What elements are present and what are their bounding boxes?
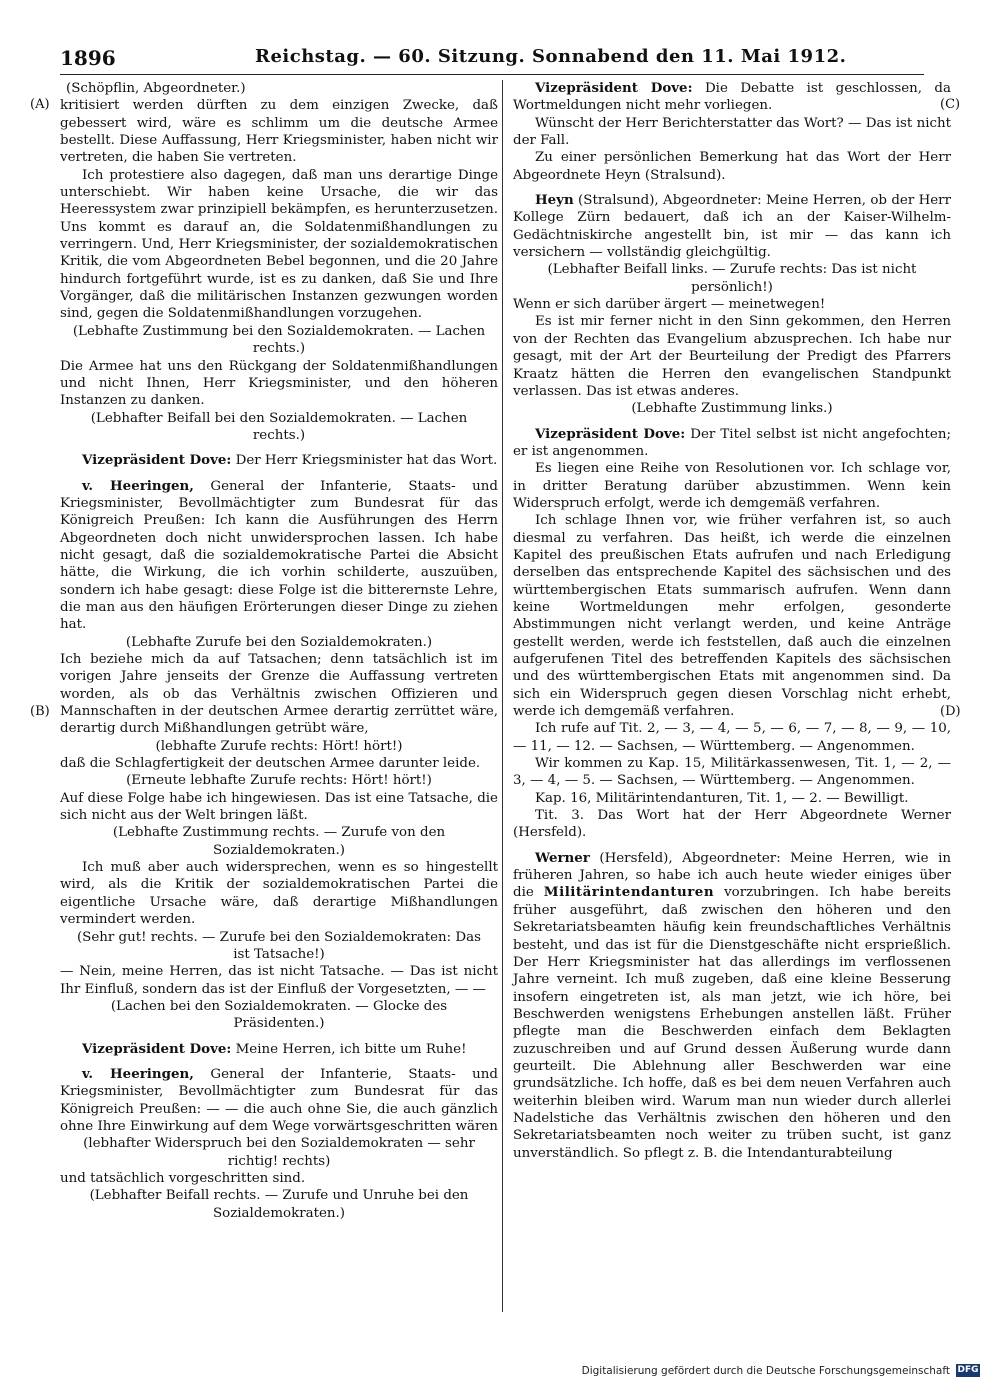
speech-text: Der Titel selbst ist nicht angefochten; er ist angenommen. bbox=[513, 426, 951, 459]
paragraph: Ich beziehe mich da auf Tatsachen; denn tatsächlich ist im vorigen Jahre jenseits der Grenze die Auffassung vertreten worden, als ob das Verhältnis zwischen Offizieren und Mannschaften in der deutschen Armee derartig zerrüttet wäre, derartig durch Mißhandlungen getrübt wäre, bbox=[60, 652, 498, 737]
speech-text: Die Debatte ist geschlossen, da Wortmeldungen nicht mehr vorliegen. bbox=[513, 81, 951, 114]
paragraph: daß die Schlagfertigkeit der deutschen Armee darunter leide. bbox=[60, 756, 481, 772]
speaker-name: Vizepräsident Dove: bbox=[535, 425, 686, 442]
interjection: (Erneute lebhafte Zurufe rechts: Hört! hört!) bbox=[126, 773, 432, 789]
speech-text: (Stralsund), Abgeordneter: Meine Herren, ob der Herr Kollege Zürn bedauert, daß ich an der Kaiser-Wilhelm-Gedächtniskirche angestellt bin, ist mir — das kann ich versichern — vollständig gleichgültig. bbox=[513, 193, 951, 261]
interjection: (Lebhafte Zustimmung bei den Sozialdemokraten. — Lachen rechts.) bbox=[72, 323, 486, 357]
right-column bbox=[513, 80, 951, 1162]
paragraph: und tatsächlich vorgeschritten sind. bbox=[60, 1170, 306, 1186]
interjection: (Sehr gut! rechts. — Zurufe bei den Sozialdemokraten: Das ist Tatsache!) bbox=[76, 929, 482, 962]
paragraph: Es liegen eine Reihe von Resolutionen vor. Ich schlage vor, in dritter Beratung darüber abzustimmen. Wenn kein Widerspruch erfolgt, werde ich demgemäß verfahren. bbox=[513, 461, 951, 511]
speech-paragraph bbox=[513, 850, 951, 1162]
interjection: (lebhafte Zurufe rechts: Hört! hört!) bbox=[155, 738, 403, 754]
speech-paragraph bbox=[60, 1041, 498, 1058]
emphasized-term: Militärintendanturen bbox=[543, 884, 715, 901]
interjection: (Lebhafter Beifall links. — Zurufe rechts: Das ist nicht persönlich!) bbox=[547, 262, 917, 295]
footer-credit bbox=[582, 1364, 980, 1377]
paragraph: Wir kommen zu Kap. 15, Militärkassenwesen, Tit. 1, — 2, — 3, — 4, — 5. — Sachsen, — Württemberg. — Angenommen. bbox=[513, 756, 951, 789]
paragraph: — Nein, meine Herren, das ist nicht Tatsache. — Das ist nicht Ihr Einfluß, sondern das ist der Einfluß der Vorgesetzten, — — bbox=[60, 964, 498, 997]
speech-paragraph bbox=[60, 478, 498, 634]
speech-text: Meine Herren, ich bitte um Ruhe! bbox=[231, 1041, 467, 1057]
speaker-name: Heyn bbox=[535, 192, 574, 209]
interjection: (Lebhafter Beifall rechts. — Zurufe und Unruhe bei den Sozialdemokraten.) bbox=[89, 1188, 469, 1221]
interjection: (Lachen bei den Sozialdemokraten. — Glocke des Präsidenten.) bbox=[110, 998, 448, 1032]
speech-paragraph bbox=[513, 80, 951, 115]
speech-text: General der Infanterie, Staats- und Kriegsminister, Bevollmächtigter zum Bundesrat für das Königreich Preußen: — — die auch ohne Sie, die auch gänzlich ohne Ihre Einwirkung auf dem Wege vorwärtsgeschritten wären bbox=[60, 1066, 498, 1134]
speaker-name: Werner bbox=[535, 849, 590, 866]
dfg-logo-icon: DFG bbox=[957, 1365, 979, 1375]
speaker-attribution: (Schöpflin, Abgeordneter.) bbox=[66, 81, 246, 96]
interjection: (Lebhafte Zustimmung rechts. — Zurufe von den Sozialdemokraten.) bbox=[112, 825, 446, 858]
speech-text: General der Infanterie, Staats- und Kriegsminister, Bevollmächtigter zum Bundesrat für das Königreich Preußen: Ich kann die Ausführungen des Herrn Abgeordneten doch nicht unwidersprochen lassen. Ich habe nicht gesagt, daß die sozialdemokratische Partei die Absicht hätte, die Wirkung, die ich vorhin schilderte, auszuüben, sondern ich habe gesagt: diese Folge ist die bitterernste Lehre, die man aus den häufigen Erörterungen dieser Dinge zu ziehen hat. bbox=[60, 478, 498, 633]
paragraph: Die Armee hat uns den Rückgang der Soldatenmißhandlungen und nicht Ihnen, Herr Kriegsminister, und den höheren Instanzen zu danken. bbox=[60, 358, 498, 409]
left-column bbox=[60, 80, 498, 1222]
speaker-name: Vizepräsident Dove: bbox=[82, 452, 232, 469]
paragraph: Ich muß aber auch widersprechen, wenn es so hingestellt wird, als die Kritik der sozialdemokratischen Partei die eigentliche Ursache wäre, daß derartige Mißhandlungen vermindert werden. bbox=[60, 860, 498, 928]
interjection: (Lebhafte Zustimmung links.) bbox=[631, 401, 833, 417]
paragraph: Ich rufe auf Tit. 2, — 3, — 4, — 5, — 6, — 7, — 8, — 9, — 10, — 11, — 12. — Sachsen, — Württemberg. — Angenommen. bbox=[513, 721, 951, 754]
speech-text: (Hersfeld), Abgeordneter: Meine Herren, wie in früheren Jahren, so habe ich auch heute wieder einiges über die bbox=[513, 850, 951, 901]
page-number: 1896 bbox=[60, 46, 116, 70]
running-head: Reichstag. — 60. Sitzung. Sonnabend den 11. Mai 1912. bbox=[255, 46, 847, 67]
interjection: (Lebhafter Beifall bei den Sozialdemokraten. — Lachen rechts.) bbox=[90, 410, 468, 443]
speech-text: vorzubringen. Ich habe bereits früher ausgeführt, daß zwischen den höheren und den Sekretariatsbeamten häufig kein freundschaftliches Verhältnis besteht, und das ist für die Dienstgeschäfte nicht ersprießlich. Der Herr Kriegsminister hat das allerdings im verflossenen Jahre verneint. Ich muß zugeben, daß eine kleine Besserung insofern eingetreten ist, als man jetzt, wie ich höre, bei Beschwerden wenigstens Erhebungen anstellen läßt. Früher pflegte man die Beschwerden einfach dem Beklagten zuzuschreiben und auf Grund dessen Äußerung wurde dann geurteilt. Die Ablehnung aller Beschwerden war eine grundsätzliche. Ich hoffe, daß es bei dem neuen Verfahren auch weiterhin bleiben wird. Warum man nun wieder durch allerlei Nadelstiche das Verhältnis zwischen den höheren und den Sekretariatsbeamten noch weiter zu trüben sucht, ist ganz unverständlich. So pflegt z. B. die Intendanturabteilung bbox=[513, 885, 951, 1161]
paragraph: Tit. 3. Das Wort hat der Herr Abgeordnete Werner (Hersfeld). bbox=[513, 808, 951, 841]
paragraph: Ich protestiere also dagegen, daß man uns derartige Dinge unterschiebt. Wir haben keine Ursache, die wir das Heeressystem zwar prinzipiell bekämpfen, es herunterzusetzen. Uns kommt es darauf an, die Soldatenmißhandlungen zu verringern. Und, Herr Kriegsminister, der sozialdemokratischen Kritik, die vom Abgeordneten Bebel begonnen, und die 20 Jahre hindurch fortgeführt wurde, ist es zu danken, daß Sie und Ihre Vorgänger, daß die militärischen Instanzen gezwungen worden sind, gegen die Soldatenmißhandlungen vorzugehen. bbox=[60, 167, 498, 322]
margin-marker-b: (B) bbox=[30, 704, 50, 719]
paragraph: kritisiert werden dürften zu dem einzigen Zwecke, daß gebessert wird, wäre es schlimm um die deutsche Armee bestellt. Diese Auffassung, Herr Kriegsminister, haben nicht wir vertreten, die haben Sie vertreten. bbox=[60, 98, 498, 166]
margin-marker-a: (A) bbox=[30, 97, 50, 112]
column-divider bbox=[502, 80, 503, 1312]
interjection: (lebhafter Widerspruch bei den Sozialdemokraten — sehr richtig! rechts) bbox=[83, 1136, 475, 1169]
speech-paragraph bbox=[60, 452, 498, 469]
paragraph: Es ist mir ferner nicht in den Sinn gekommen, den Herren von der Rechten das Evangelium abzusprechen. Ich habe nur gesagt, mit der Art der Beurteilung der Predigt des Pfarrers Kraatz hätten die Herren den evangelischen Standpunkt verlassen. Das ist etwas anderes. bbox=[513, 314, 951, 399]
paragraph: Auf diese Folge habe ich hingewiesen. Das ist eine Tatsache, die sich nicht aus der Welt bringen läßt. bbox=[60, 790, 498, 824]
margin-marker-c: (C) bbox=[940, 97, 961, 112]
paragraph: Kap. 16, Militärintendanturen, Tit. 1, — 2. — Bewilligt. bbox=[535, 790, 909, 806]
interjection: (Lebhafte Zurufe bei den Sozialdemokraten.) bbox=[125, 634, 433, 650]
speaker-name: Vizepräsident Dove: bbox=[535, 80, 693, 96]
speech-text: Der Herr Kriegsminister hat das Wort. bbox=[231, 453, 498, 469]
paragraph: Ich schlage Ihnen vor, wie früher verfahren ist, so auch diesmal zu verfahren. Das heißt, ich werde die einzelnen Kapitel des preußischen Etats aufrufen und nach Erledigung derselben das entsprechende Kapitel des sächsischen und des württembergischen Etats summarisch aufrufen. Wenn dann keine Wortmeldungen mehr erfolgen, gesonderte Abstimmungen nicht verlangt werden, und keine Anträge gestellt werden, werde ich feststellen, daß auch die einzelnen aufgerufenen Titel des betreffenden Kapitels des sächsischen und des württembergischen Etats mit angenommen sind. Da sich ein Widerspruch gegen diesen Vorschlag nicht erhebt, werde ich demgemäß verfahren. bbox=[513, 513, 951, 720]
speaker-name: Vizepräsident Dove: bbox=[82, 1040, 232, 1057]
page-header bbox=[60, 44, 924, 75]
paragraph: Wünscht der Herr Berichterstatter das Wort? — Das ist nicht der Fall. bbox=[513, 115, 951, 149]
speaker-name: v. Heeringen, bbox=[82, 477, 194, 494]
speech-paragraph bbox=[513, 192, 951, 261]
speaker-name: v. Heeringen, bbox=[82, 1065, 194, 1082]
speech-paragraph bbox=[513, 426, 951, 461]
speech-paragraph bbox=[60, 1066, 498, 1135]
margin-marker-d: (D) bbox=[940, 704, 961, 719]
paragraph: Wenn er sich darüber ärgert — meinetwegen! bbox=[513, 297, 826, 313]
footer-text: Digitalisierung gefördert durch die Deutsche Forschungsgemeinschaft bbox=[581, 1364, 950, 1377]
paragraph: Zu einer persönlichen Bemerkung hat das Wort der Herr Abgeordnete Heyn (Stralsund). bbox=[513, 150, 951, 183]
